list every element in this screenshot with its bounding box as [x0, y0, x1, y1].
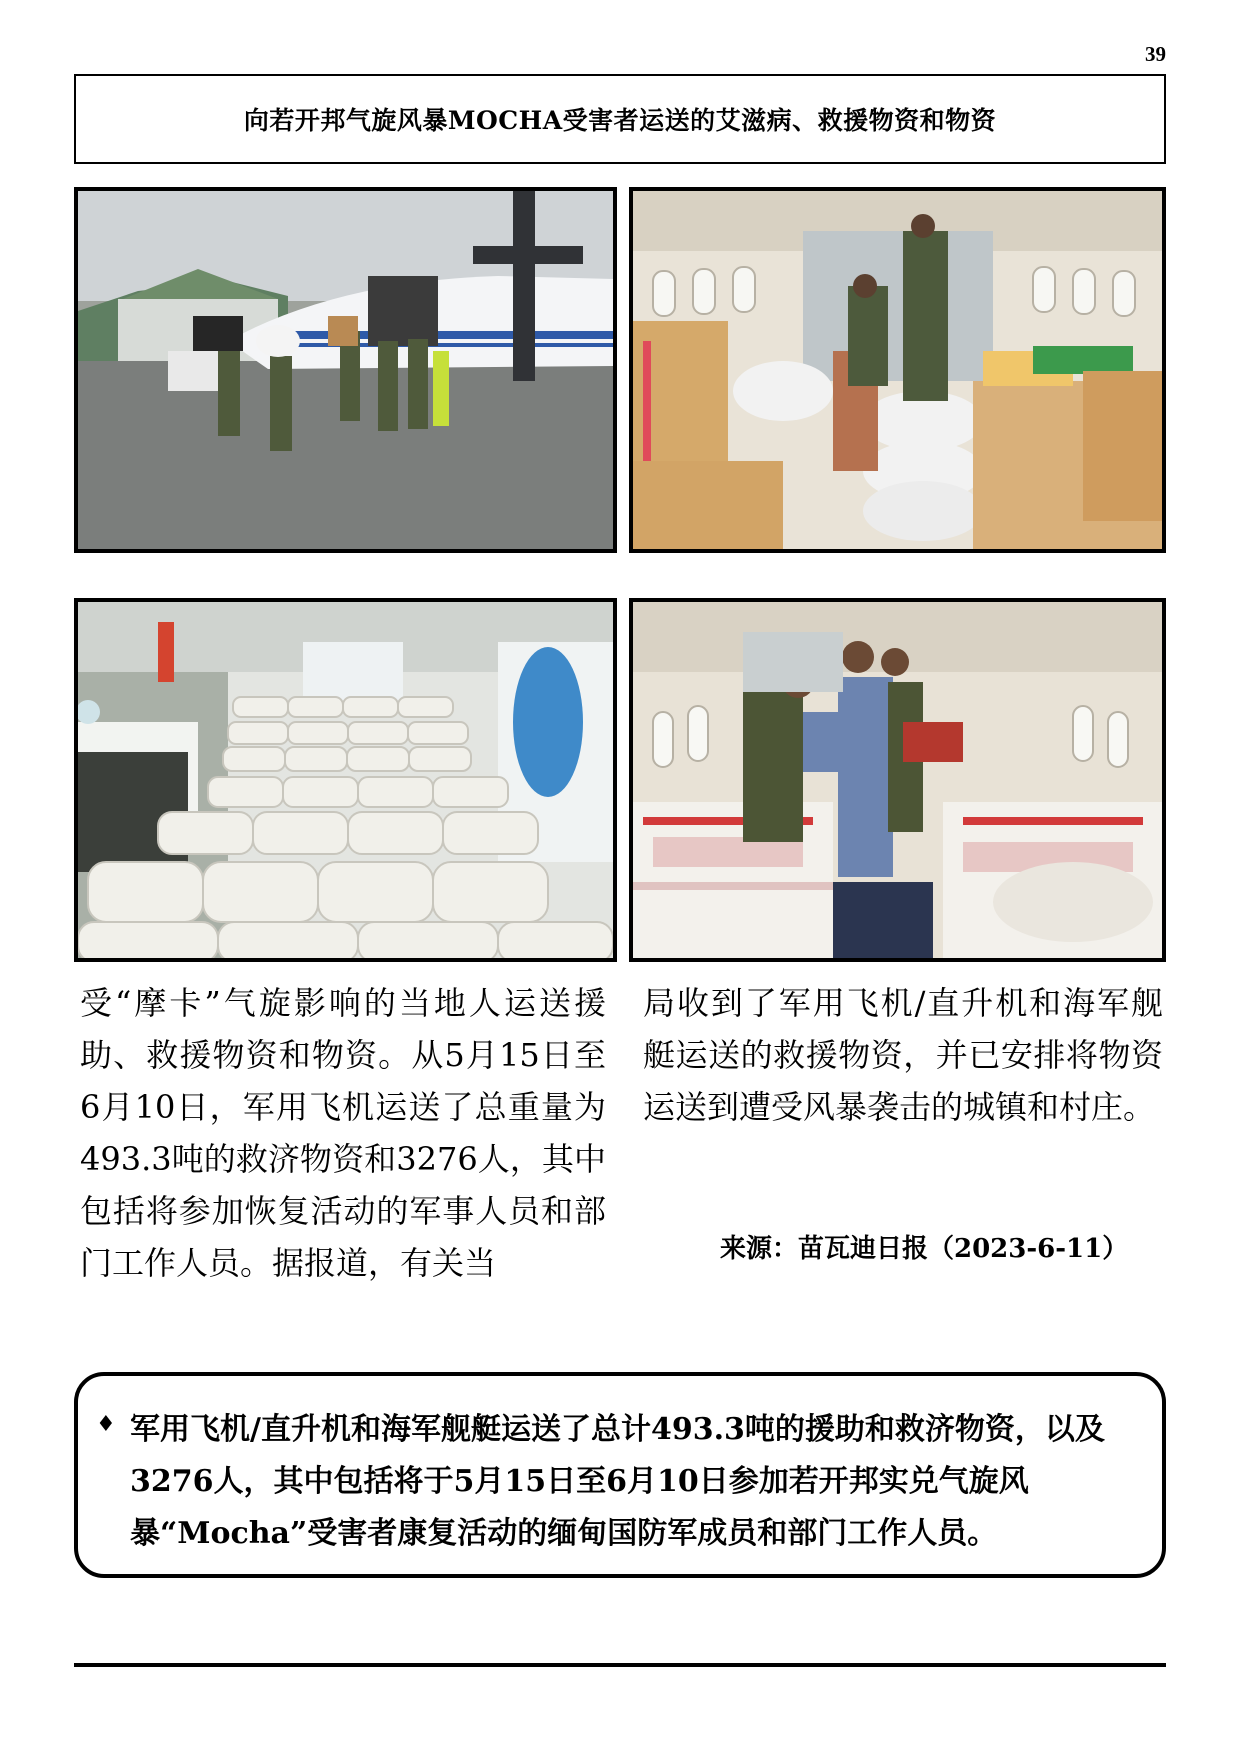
page-title: 向若开邦气旋风暴MOCHA受害者运送的艾滋病、救援物资和物资	[243, 106, 997, 135]
page-number: 39	[1145, 42, 1166, 66]
body-text-left: 受“摩卡”气旋影响的当地人运送援助、救援物资和物资。从5月15日至6月10日，军用飞机运送了总重量为493.3吨的救济物资和3276人，其中包括将参加恢复活动的军事人员和部门工作人员。据报道，有关当	[80, 984, 606, 1282]
summary-box	[74, 1372, 1166, 1578]
title-box	[74, 74, 1166, 164]
photo-soldiers-loading	[629, 598, 1166, 962]
summary-text: 军用飞机/直升机和海军舰艇运送了总计493.3吨的援助和救济物资，以及3276人，其中包括将于5月15日至6月10日参加若开邦实兑气旋风暴“Mocha”受害者康复活动的缅甸国防军成员和部门工作人员。	[130, 1412, 1105, 1551]
photo-stacked-sacks	[74, 598, 617, 962]
source-line: 来源：苗瓦迪日报（2023-6-11）	[720, 1234, 1129, 1264]
bottom-rule	[74, 1663, 1166, 1667]
photo-cabin-cargo	[629, 187, 1166, 553]
body-text-right: 局收到了军用飞机/直升机和海军舰艇运送的救援物资，并已安排将物资运送到遭受风暴袭击的城镇和村庄。	[643, 984, 1163, 1126]
bullet-diamond-icon: ♦	[96, 1412, 116, 1437]
photo-unloading-aircraft	[74, 187, 617, 553]
